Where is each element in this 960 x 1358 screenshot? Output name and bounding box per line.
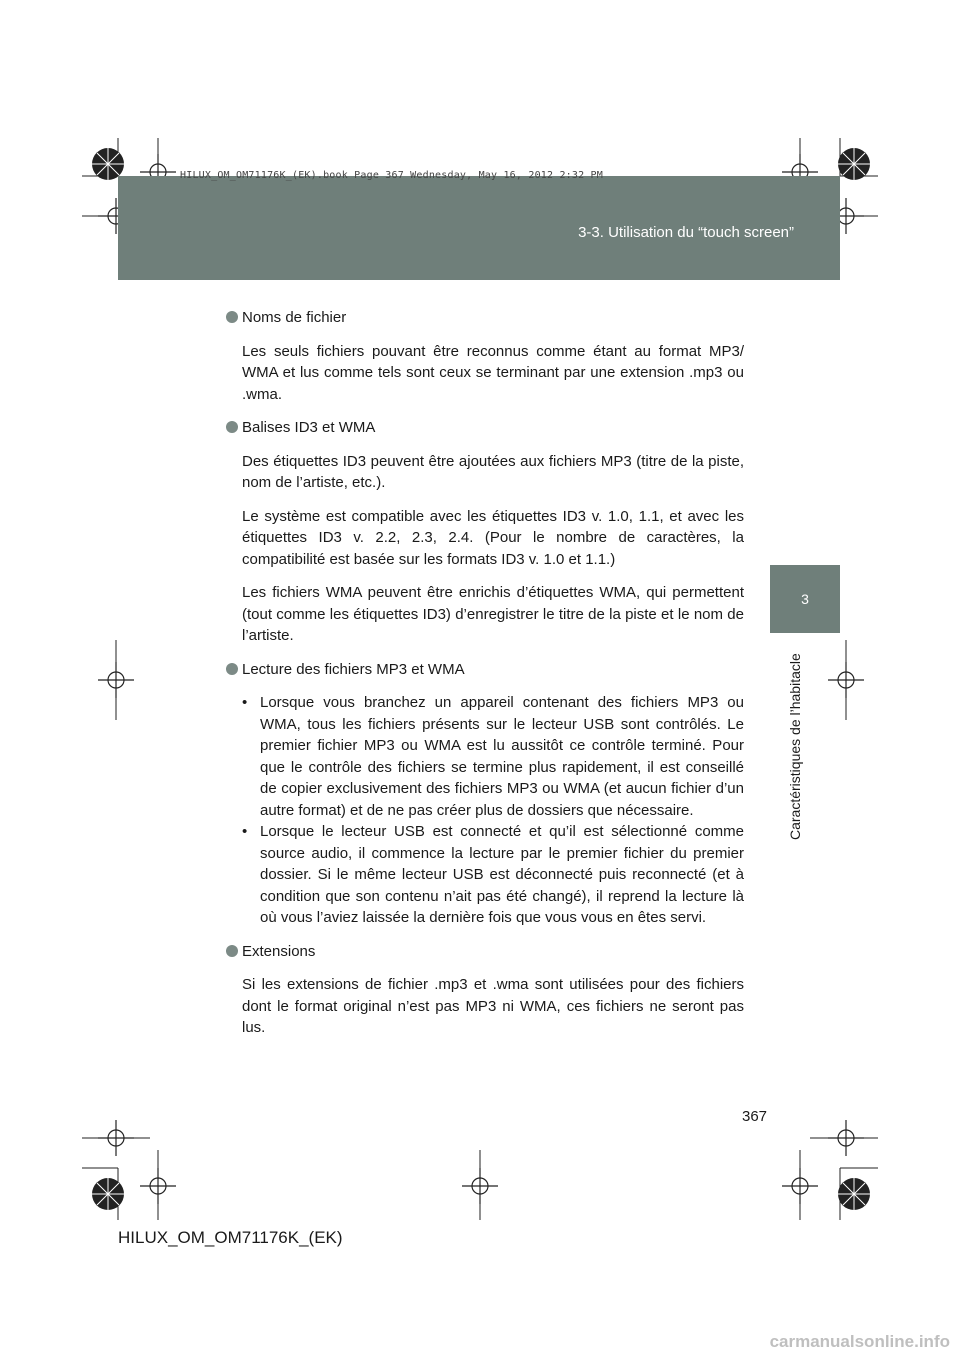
site-watermark: carmanualsonline.info [769,1332,950,1351]
bullet-icon [226,421,238,433]
list-item-text: Lorsque vous branchez un appareil contenant des fichiers MP3 ou WMA, tous les fichiers présents sur le lecteur USB sont contrôlés. Le premier fichier MP3 ou WMA est lu aussitôt ce contrôle terminé. Pour que le contrôle des fichiers se termine plus rapidement, il est conseillé de copier exclusivement des fichiers MP3 ou WMA (et aucun fichier d’un autre format) et de ne pas créer plus de dossiers que nécessaire. [260,694,744,819]
page-number: 367 [742,1108,768,1125]
print-info: HILUX_OM_OM71176K_(EK).book Page 367 Wednesday, May 16, 2012 2:32 PM [180,170,603,181]
list-item-text: Lorsque le lecteur USB est connecté et qu’il est sélectionné comme source audio, il commence la lecture par le premier fichier du premier dossier. Si le même lecteur USB est déconnecté puis reconnecté (et à condition que son contenu n’ait pas été changé), il reprend la lecture là où vous l’aviez laissée la dernière fois que vous vous en êtes servi. [260,823,744,926]
paragraph: Si les extensions de fichier .mp3 et .wma sont utilisées pour des fichiers dont le format original n’est pas MP3 ni WMA, ces fichiers ne seront pas lus. [242,976,744,1036]
heading-text: Balises ID3 et WMA [242,419,376,436]
heading-text: Noms de fichier [242,309,347,326]
bullet-icon [226,311,238,323]
section-heading [226,307,744,329]
section-heading [226,941,744,963]
heading-text: Lecture des fichiers MP3 et WMA [242,660,465,678]
paragraph: Des étiquettes ID3 peuvent être ajoutées aux fichiers MP3 (titre de la piste, nom de l’artiste, etc.). [242,452,744,491]
header-band [118,176,840,280]
document-code: HILUX_OM_OM71176K_(EK) [118,1228,343,1247]
chapter-number: 3 [801,591,809,607]
main-content [226,307,744,1051]
list-item [242,692,744,821]
section-title: 3-3. Utilisation du “touch screen” [578,224,794,241]
chapter-tab [770,565,840,633]
heading-text: Extensions [242,942,316,960]
list-item [242,821,744,929]
bullet-icon [226,663,238,675]
section-heading [226,659,744,681]
section-heading [226,417,744,439]
paragraph: Le système est compatible avec les étiquettes ID3 v. 1.0, 1.1, et avec les étiquettes ID3 v. 2.2, 2.3, 2.4. (Pour le nombre de caractères, la compatibilité est basée sur les formats ID3 v. 1.0 et 1.1.) [242,507,744,568]
list-marker: • [242,823,248,840]
paragraph: Les fichiers WMA peuvent être enrichis d’étiquettes WMA, qui permettent (tout comme les étiquettes ID3) d’enregistrer le titre de la piste et le nom de l’artiste. [242,584,744,644]
list-marker: • [242,694,248,711]
paragraph: Les seuls fichiers pouvant être reconnus comme étant au format MP3/ WMA et lus comme tels sont ceux se terminant par une extension .mp3 ou .wma. [242,342,744,403]
sub-list [226,692,744,929]
chapter-label: Caractéristiques de l’habitacle [787,653,803,840]
bullet-icon [226,945,238,957]
